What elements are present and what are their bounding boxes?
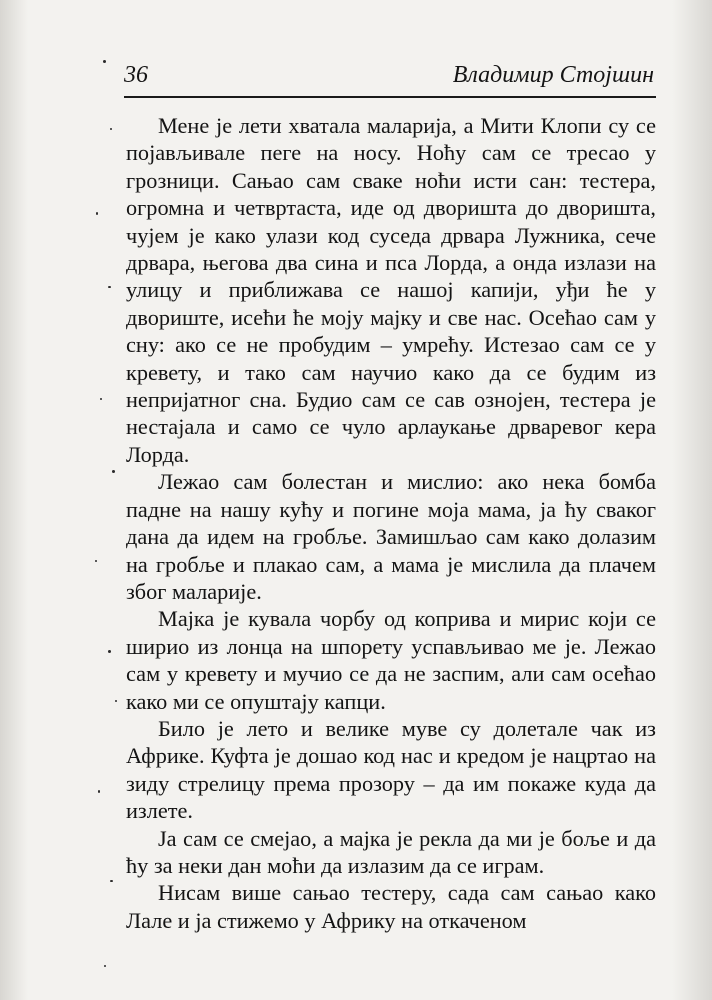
scan-speck [110, 128, 112, 130]
page-edge-shadow [672, 0, 712, 1000]
page-header [124, 58, 656, 98]
scan-speck [96, 212, 98, 215]
paragraph: Мајка је кувала чорбу од коприва и мирис који се ширио из лонца на шпорету успављивао ме је. Лежао сам у кревету и мучио се да не заспим, али сам осећао како ми се опуштају капци. [126, 606, 656, 714]
body-text [126, 112, 656, 934]
paragraph: Ја сам се смејао, а мајка је рекла да ми је боље и да ћу за неки дан моћи да излазим да се играм. [126, 825, 656, 878]
scan-speck [115, 700, 117, 702]
paragraph: Нисам више сањао тестеру, сада сам сањао како Лале и ја стижемо у Африку на откаченом [126, 880, 656, 933]
scan-speck [103, 60, 106, 63]
scan-speck [100, 398, 102, 400]
paragraph: Мене је лети хватала маларија, а Мити Клопи су се појављивале пеге на носу. Ноћу сам се тресао у грозници. Сањао сам сваке ноћи исти сан: тестера, огромна и четвртаста, иде од дворишта до дворишта, чујем је како улази код суседа дрвара Лужника, сече дрвара, његова два сина и пса Лорда, а онда излази на улицу и приближава се нашој капији, уђи ће у двориште, исећи ће моју мајку и све нас. Осећао сам у сну: ако се не пробудим – умрећу. Истезао сам се у кревету, и тако сам научио како да се будим из непријатног сна. Будио сам се сав ознојен, тестера је нестајала и само се чуло арлаукање дрваревог кера Лорда. [126, 113, 656, 467]
page-spine-shadow [0, 0, 28, 1000]
page-number: 36 [124, 62, 148, 88]
scan-speck [108, 650, 111, 653]
scan-speck [112, 470, 115, 473]
running-head-author: Владимир Стојшин [452, 62, 654, 88]
scan-speck [98, 790, 100, 793]
scan-speck [104, 965, 106, 967]
scan-speck [95, 560, 97, 562]
scan-speck [110, 880, 113, 882]
paragraph: Лежао сам болестан и мислио: ако нека бомба падне на нашу кућу и погине моја мама, ја ћу сваког дана да идем на гробље. Замишљао сам како долазим на гробље и плакао сам, а мама је мислила да плачем због маларије. [126, 469, 656, 604]
scan-speck [108, 286, 111, 288]
paragraph: Било је лето и велике муве су долетале чак из Африке. Куфта је дошао код нас и кредом је нацртао на зиду стрелицу према прозору – да им покаже куда да излете. [126, 715, 656, 824]
